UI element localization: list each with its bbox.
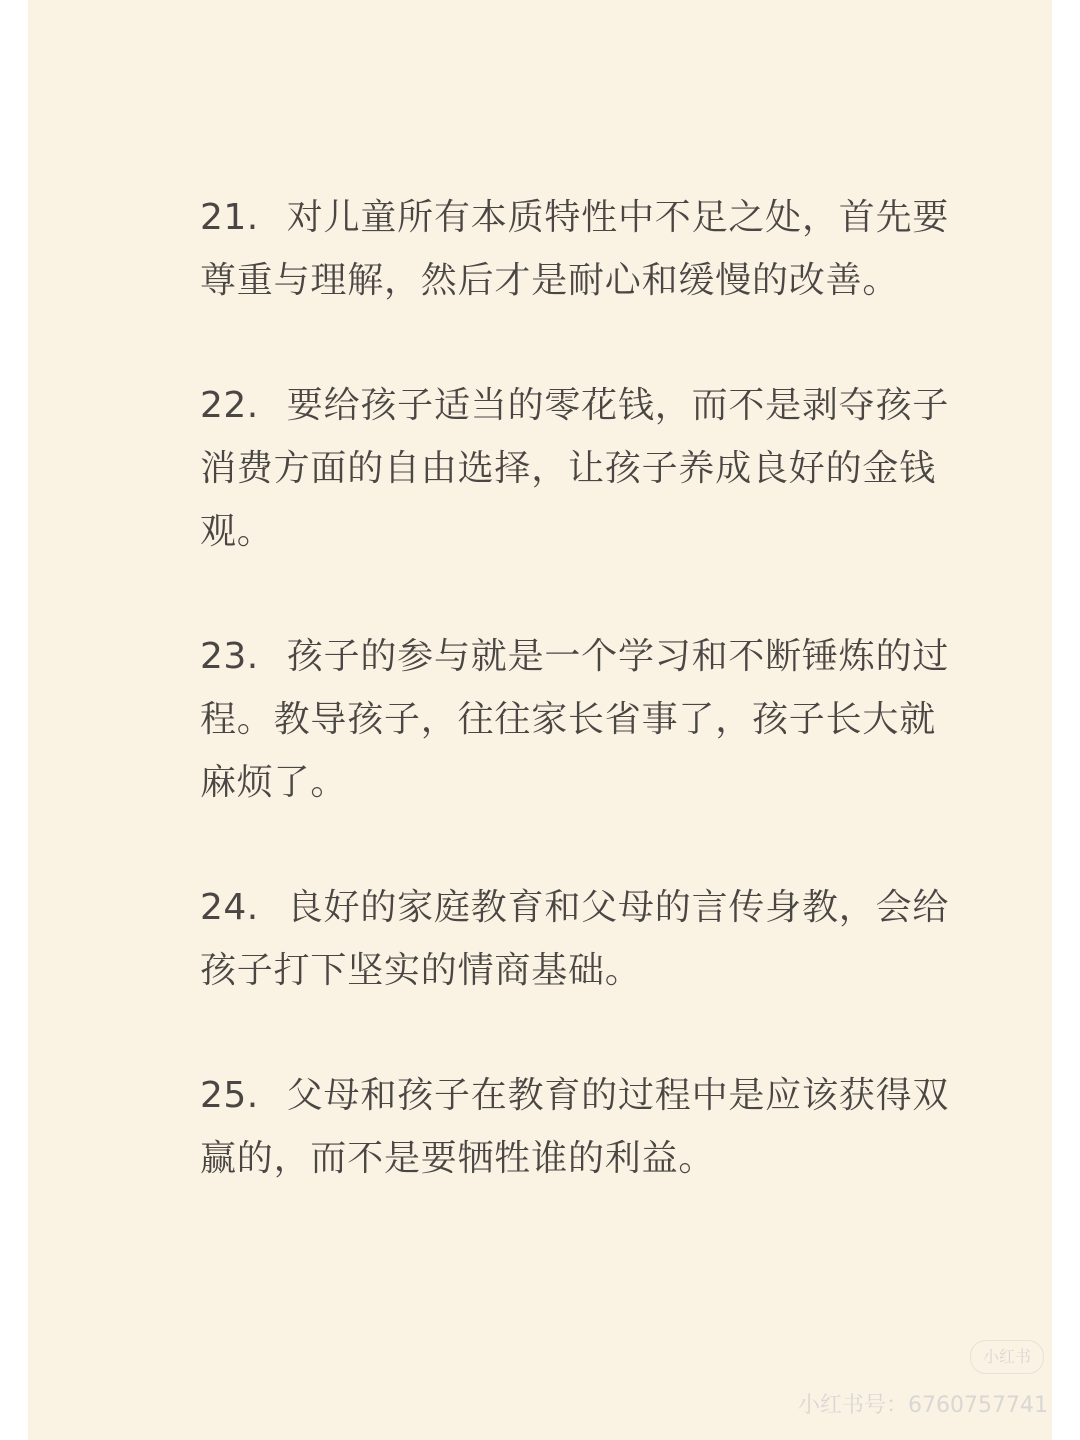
- note-card: [28, 0, 1052, 1440]
- tip-item-23: [200, 625, 960, 814]
- tip-text: 对儿童所有本质特性中不足之处，首先要尊重与理解，然后才是耐心和缓慢的改善。: [200, 197, 950, 301]
- tip-item-25: [200, 1064, 960, 1190]
- tip-text: 良好的家庭教育和父母的言传身教，会给孩子打下坚实的情商基础。: [200, 887, 950, 991]
- tip-number: 22.: [200, 385, 259, 426]
- watermark-id: 小红书号：6760757741: [798, 1393, 1048, 1418]
- tip-item-21: [200, 186, 960, 312]
- watermark-logo: 小红书: [970, 1340, 1044, 1374]
- tip-text: 要给孩子适当的零花钱，而不是剥夺孩子消费方面的自由选择，让孩子养成良好的金钱观。: [200, 385, 950, 552]
- tip-item-22: [200, 374, 960, 563]
- tip-text: 父母和孩子在教育的过程中是应该获得双赢的，而不是要牺牲谁的利益。: [200, 1075, 950, 1179]
- tip-number: 23.: [200, 636, 259, 677]
- tip-number: 25.: [200, 1075, 259, 1116]
- tip-number: 21.: [200, 197, 259, 238]
- tip-number: 24.: [200, 887, 259, 928]
- tips-list: [200, 186, 960, 1252]
- tip-text: 孩子的参与就是一个学习和不断锤炼的过程。教导孩子，往往家长省事了，孩子长大就麻烦了。: [200, 636, 950, 803]
- tip-item-24: [200, 876, 960, 1002]
